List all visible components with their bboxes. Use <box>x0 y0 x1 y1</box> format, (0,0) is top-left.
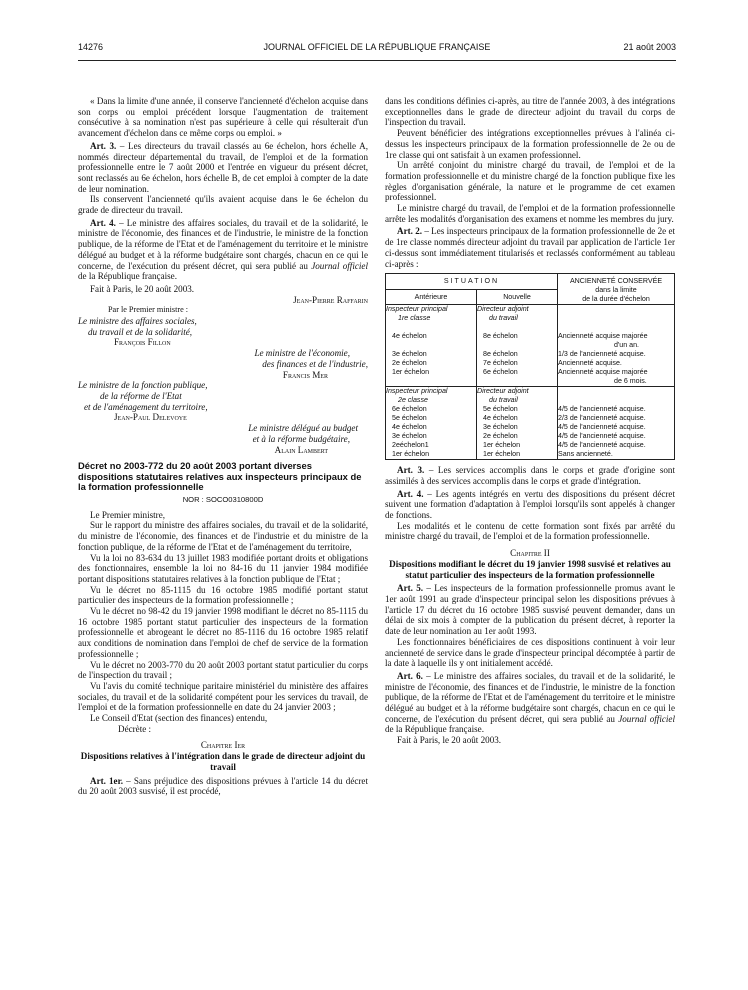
minister-title: Le ministre de l'économie, <box>254 348 350 359</box>
paragraph: « Dans la limite d'une année, il conserve l'ancienneté d'échelon acquise dans son corps ou emploi précédent lorsque l'augmentation de traitement consécutive à sa nomination n'est pas supérieure à celle qui résulterait d'un avancement d'échelon dans ce même corps ou emploi. » <box>78 96 368 139</box>
article-text: – Le ministre des affaires sociales, du travail et de la solidarité, le ministre de l'économie, des finances et de l'industrie, le ministre de la fonction publique, de la réforme de l'Etat et de l'aménagement du territoire et le ministre délégué au budget et à la réforme budgétaire sont chargés, chacun en ce qui le concerne, de l'exécution du présent décret, qui sera publié au <box>385 670 676 724</box>
minister-title: et de l'aménagement du territoire, <box>84 401 208 412</box>
spacer <box>477 341 557 350</box>
table-row: 1/3 de l'ancienneté acquise. <box>558 350 646 359</box>
table-row: 4/5 de l'ancienneté acquise. <box>558 405 646 414</box>
visa: Vu le décret no 98-42 du 19 janvier 1998 modifiant le décret no 85-1115 du 16 octobre 1985 portant statut particulier des inspecteurs de la formation professionnelle et abrogeant le décret no 85-1116 du 16 octobre 1985 relatif aux conditions de nomination dans l'emploi de chef de service de la formation professionnelle ; <box>78 606 368 659</box>
paragraph: Le ministre chargé du travail, de l'emploi et de la formation professionnelle arrête les modalités d'organisation des examens et nomme les membres du jury. <box>385 203 675 224</box>
table-row: 4/5 de l'ancienneté acquise. <box>558 423 646 432</box>
journal-officiel-ref: Journal officiel <box>311 260 368 271</box>
paragraph: dans les conditions définies ci-après, au titre de l'année 2003, à des intégrations exceptionnelles dans le grade de directeur adjoint du travail du corps de l'inspection du travail. <box>385 96 675 128</box>
article-4 <box>385 489 675 521</box>
grade-title: Directeur adjoint <box>477 305 529 314</box>
page-header <box>78 42 676 56</box>
journal-title: JOURNAL OFFICIEL DE LA RÉPUBLIQUE FRANÇAISE <box>263 42 491 52</box>
article-text: – Les inspecteurs de la formation professionnelle promus avant le 1er août 1991 au grade d'inspecteur principal selon les dispositions prévues à l'article 17 du décret du 16 octobre 1985 susvisé peuvent demander, dans un délai de six mois à compter de la publication du présent décret, à reporter la date de leur nomination au 1er août 1993. <box>385 583 676 637</box>
article-text-end: de la République française. <box>78 271 177 282</box>
chapter-title: Dispositions modifiant le décret du 19 janvier 1998 susvisé et relatives au statut particulier des inspecteurs de la formation professionnelle <box>389 558 671 580</box>
nor-reference: NOR : SOCO0310800D <box>182 494 264 504</box>
table-row: 2/3 de l'ancienneté acquise. <box>558 414 646 423</box>
article-label: Art. 6. <box>397 670 423 681</box>
paragraph: Un arrêté conjoint du ministre chargé du travail, de l'emploi et de la formation professionnelle et du ministre chargé de la fonction publique fixe les règles d'organisation générale, la nature et le programme de cet examen professionnel. <box>385 160 675 203</box>
grade-title: Directeur adjoint <box>477 387 529 396</box>
visa: Vu le décret no 85-1115 du 16 octobre 1985 modifié portant statut particulier des inspecteurs de la formation professionnelle ; <box>78 584 368 606</box>
article-label: Art. 2. <box>397 226 423 237</box>
visa: Vu l'avis du comité technique paritaire ministériel du ministère des affaires sociales, du travail et de la solidarité compétent pour les services du travail, de l'emploi et de la formation professionnelle en date du 24 janvier 2003 ; <box>78 680 368 713</box>
page-number: 14276 <box>78 42 104 52</box>
spacer <box>558 305 674 314</box>
article-text: – Les services accomplis dans le corps et grade d'origine sont assimilés à des services accomplis dans le corps et grade d'intégration. <box>385 465 675 486</box>
visa: Le Conseil d'Etat (section des finances) entendu, <box>90 713 268 724</box>
table-row: 4e échelon <box>392 332 427 341</box>
nouvelle-cell <box>477 305 558 387</box>
table-group-2 <box>386 387 675 460</box>
par-le-premier-ministre: Par le Premier ministre : <box>108 305 189 315</box>
spacer <box>386 323 476 332</box>
header-line: ANCIENNETÉ CONSERVÉE <box>569 277 663 286</box>
table-header-anciennete <box>558 274 675 305</box>
signature-mer: Francis Mer <box>282 369 328 380</box>
header-line: dans la limite <box>595 286 637 295</box>
table-row: 3e échelon <box>483 423 518 432</box>
article-label: Art. 5. <box>397 583 424 594</box>
article-text: – Les inspecteurs principaux de la formation professionnelle de 2e et de 1re classe nommés directeur adjoint du travail par application de l'article 1er ci-dessus sont immédiatement titularisés et reclassés conformément au tableau ci-après : <box>385 226 676 269</box>
fait-a-paris: Fait à Paris, le 20 août 2003. <box>397 735 502 746</box>
article-4 <box>78 218 368 282</box>
table-row: 8e échelon <box>483 350 518 359</box>
grade-title: Inspecteur principal <box>386 305 448 314</box>
spacer <box>558 387 674 396</box>
anciennete-cell <box>558 387 675 460</box>
article-2 <box>385 226 675 269</box>
spacer <box>558 314 674 323</box>
table-row: 2e échelon <box>483 432 518 441</box>
spacer <box>558 396 674 405</box>
minister-title: Le ministre des affaires sociales, <box>78 316 197 327</box>
table-row: de 6 mois. <box>614 377 647 386</box>
journal-officiel-ref: Journal officiel <box>618 713 675 724</box>
fait-a-paris: Fait à Paris, le 20 août 2003. <box>90 283 195 294</box>
anterieure-cell <box>386 305 477 387</box>
minister-title: et à la réforme budgétaire, <box>252 433 350 444</box>
left-column <box>78 96 368 797</box>
grade-class: du travail <box>489 314 518 323</box>
table-row: 2eéchelon1 <box>392 441 429 450</box>
table-row: 1er échelon <box>392 450 430 459</box>
table-row: 6e échelon <box>483 368 518 377</box>
minister-title: de la réforme de l'Etat <box>100 390 182 401</box>
article-label: Art. 4. <box>90 217 116 228</box>
article-3 <box>78 141 368 195</box>
premier-ministre: Le Premier ministre, <box>90 509 166 520</box>
minister-title: Le ministre délégué au budget <box>248 423 358 434</box>
nouvelle-cell <box>477 387 558 460</box>
signature-delevoye: Jean-Paul Delevoye <box>114 412 187 423</box>
table-row: 4e échelon <box>392 423 427 432</box>
article-label: Art. 3. <box>397 465 425 476</box>
table-row: 4e échelon <box>483 414 518 423</box>
table-row: 1er échelon <box>392 368 430 377</box>
table-row: Ancienneté acquise majorée <box>558 368 648 377</box>
reclassification-table <box>385 273 675 460</box>
article-label: Art. 4. <box>397 488 424 499</box>
paragraph: Ils conservent l'ancienneté qu'ils avaient acquise dans le 6e échelon du grade de directeur du travail. <box>78 194 368 216</box>
signature-raffarin: Jean-Pierre Raffarin <box>293 294 368 305</box>
spacer <box>386 341 476 350</box>
table-row: 3e échelon <box>392 432 427 441</box>
paragraph: Les fonctionnaires bénéficiaires de ces dispositions continuent à voir leur ancienneté de service dans le grade d'inspecteur principal décomptée à partir de la date à laquelle ils y ont initialement accédé. <box>385 636 675 669</box>
spacer <box>558 323 674 332</box>
table-row: 5e échelon <box>392 414 427 423</box>
table-row: 1er échelon <box>483 441 521 450</box>
article-text: – Sans préjudice des dispositions prévues à l'article 14 du décret du 20 août 2003 susvisé, il est procédé, <box>78 775 368 797</box>
visa: Sur le rapport du ministre des affaires sociales, du travail et de la solidarité, du ministre de l'économie, des finances et de l'industrie et du ministre de la fonction publique, de la réforme de l'Etat et de l'aménagement du territoire, <box>78 520 368 552</box>
table-row: Ancienneté acquise majorée <box>558 332 648 341</box>
article-1 <box>78 776 368 797</box>
spacer <box>386 377 476 386</box>
decree-title: Décret no 2003-772 du 20 août 2003 portant diverses dispositions statutaires relatives aux inspecteurs principaux de la formation professionnelle <box>78 460 362 493</box>
chapter-heading: Chapitre II <box>510 548 550 559</box>
paragraph: Peuvent bénéficier des intégrations exceptionnelles prévues à l'alinéa ci-dessus les inspecteurs principaux de la formation professionnelle de 2e ou de 1re classe qui ont satisfait à un examen professionnel. <box>385 128 675 160</box>
article-text: – Les directeurs du travail classés au 6e échelon, hors échelle A, nommés directeur départemental du travail, de l'emploi et de la formation professionnelle entre le 7 août 2000 et l'entrée en vigueur du présent décret, sont reclassés au 6e échelon, hors échelle B, de cet emploi à compter de la date de leur nomination. <box>78 140 369 194</box>
header-rule <box>78 60 676 61</box>
header-line: de la durée d'échelon <box>582 295 650 304</box>
grade-class: 1re classe <box>398 314 431 323</box>
table-row: d'un an. <box>614 341 640 350</box>
article-6 <box>385 671 675 735</box>
table-row: 1er échelon <box>483 450 521 459</box>
table-row: 8e échelon <box>483 332 518 341</box>
table-row: Sans ancienneté. <box>558 450 613 459</box>
decrete: Décrète : <box>118 723 152 734</box>
minister-title: des finances et de l'industrie, <box>262 358 368 369</box>
grade-title: Inspecteur principal <box>386 387 448 396</box>
signature-fillon: François Fillon <box>114 337 171 348</box>
chapter-title: Dispositions relatives à l'intégration dans le grade de directeur adjoint du travail <box>80 751 366 772</box>
table-row: 4/5 de l'ancienneté acquise. <box>558 441 646 450</box>
minister-title: du travail et de la solidarité, <box>88 326 193 337</box>
table-row: Ancienneté acquise. <box>558 359 622 368</box>
signature-lambert: Alain Lambert <box>274 444 328 455</box>
article-text: – Les agents intégrés en vertu des dispositions du présent décret suivent une formation d'adaptation à l'emploi lorsqu'ils sont appelés à changer de fonctions. <box>385 488 675 521</box>
grade-class: du travail <box>489 396 518 405</box>
anciennete-cell <box>558 305 675 387</box>
table-header-anterieure: Antérieure <box>386 290 477 305</box>
table-row: 6e échelon <box>392 405 427 414</box>
article-text: – Le ministre des affaires sociales, du travail et de la solidarité, le ministre de l'économie, des finances et de l'industrie, le ministre de la fonction publique, de la réforme de l'Etat et de l'aménagement du territoire et le ministre délégué au budget et à la réforme budgétaire sont chargés, chacun en ce qui le concerne, de l'exécution du présent décret, qui sera publié au <box>78 217 369 271</box>
visa: Vu le décret no 2003-770 du 20 août 2003 portant statut particulier du corps de l'inspection du travail ; <box>78 659 368 681</box>
issue-date: 21 août 2003 <box>623 42 676 52</box>
table-row: 3e échelon <box>392 350 427 359</box>
article-label: Art. 3. <box>90 140 117 151</box>
grade-class: 2e classe <box>398 396 428 405</box>
article-3 <box>385 465 675 486</box>
article-text-end: de la République française. <box>385 724 484 735</box>
table-group-1 <box>386 305 675 387</box>
right-column <box>385 96 675 746</box>
chapter-heading: Chapitre Ier <box>200 740 246 751</box>
minister-title: Le ministre de la fonction publique, <box>78 380 208 391</box>
paragraph: Les modalités et le contenu de cette formation sont fixés par arrêté du ministre chargé du travail, de l'emploi et de la formation professionnelle. <box>385 520 675 542</box>
spacer <box>477 323 557 332</box>
visa: Vu la loi no 83-634 du 13 juillet 1983 modifiée portant droits et obligations des fonctionnaires, ensemble la loi no 84-16 du 11 janvier 1984 modifiée portant dispositions statutaires relatives à la fonction publique de l'Etat ; <box>78 552 368 584</box>
table-row: 7e échelon <box>483 359 518 368</box>
table-header-situation: SITUATION <box>386 274 558 290</box>
article-5 <box>385 583 675 637</box>
article-label: Art. 1er. <box>90 775 124 786</box>
table-header-nouvelle: Nouvelle <box>477 290 558 305</box>
table-row: 2e échelon <box>392 359 427 368</box>
table-row: 4/5 de l'ancienneté acquise. <box>558 432 646 441</box>
table-row: 5e échelon <box>483 405 518 414</box>
anterieure-cell <box>386 387 477 460</box>
